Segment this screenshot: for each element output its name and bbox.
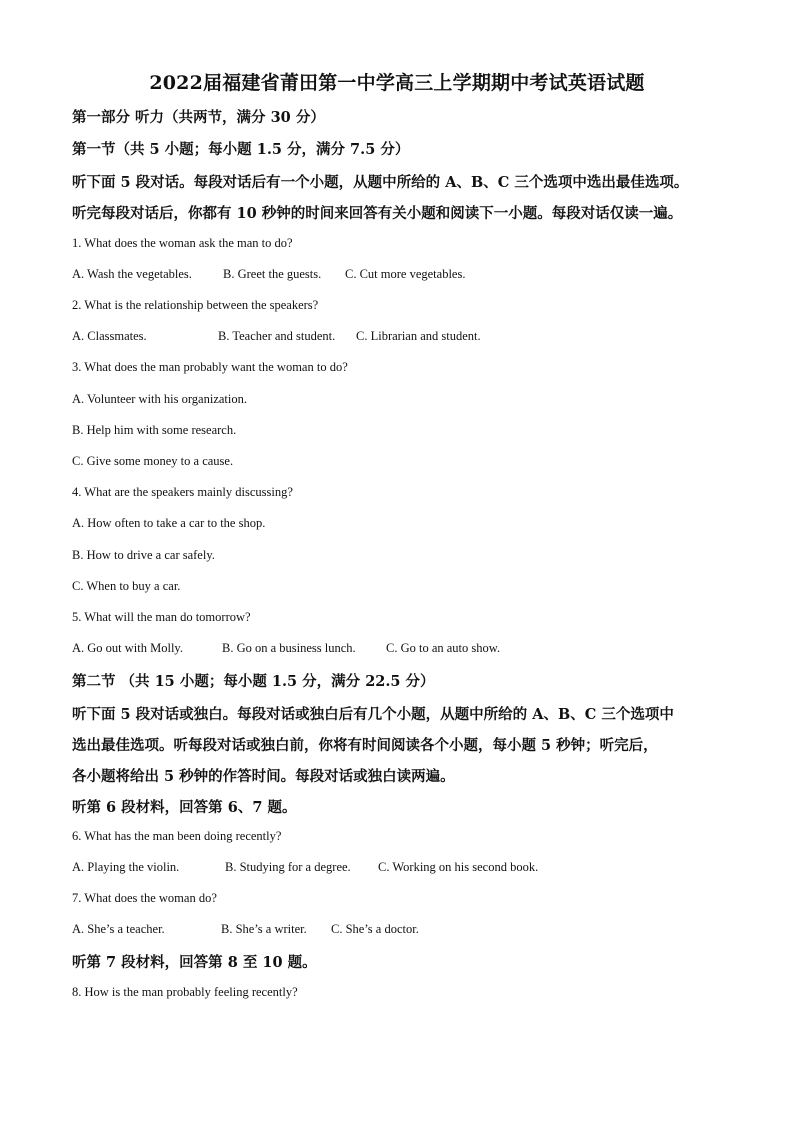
section1-instruction-1: 听下面 5 段对话。每段对话后有一个小题，从题中所给的 A、B、C 三个选项中选出最佳选项。 [72, 174, 689, 191]
option-b: B. Greet the guests. [223, 267, 322, 281]
question-2-stem: 2. What is the relationship between the speakers? [72, 298, 319, 312]
question-6-options [72, 860, 538, 875]
option-b: B. Go on a business lunch. [222, 641, 356, 655]
section2-heading: 第二节 （共 15 小题；每小题 1.5 分，满分 22.5 分） [72, 673, 435, 690]
option-c: C. She’s a doctor. [331, 922, 419, 936]
option-b: B. Teacher and student. [218, 329, 336, 343]
option-c: C. Go to an auto show. [386, 641, 501, 655]
question-4-stem: 4. What are the speakers mainly discussing? [72, 485, 293, 499]
section1-heading: 第一节（共 5 小题；每小题 1.5 分，满分 7.5 分） [72, 141, 410, 158]
option-c: C. Cut more vegetables. [345, 267, 466, 281]
question-7-options [72, 922, 419, 937]
question-5-stem: 5. What will the man do tomorrow? [72, 610, 251, 624]
material-6-heading: 听第 6 段材料，回答第 6、7 题。 [72, 799, 297, 816]
section1-instruction-2: 听完每段对话后，你都有 10 秒钟的时间来回答有关小题和阅读下一小题。每段对话仅读一遍。 [72, 205, 683, 222]
part1-heading: 第一部分 听力（共两节，满分 30 分） [72, 109, 325, 126]
option-a: A. Classmates. [72, 329, 147, 343]
question-1-stem: 1. What does the woman ask the man to do? [72, 236, 293, 250]
option-a: A. Playing the violin. [72, 860, 180, 874]
question-3-option-a: A. Volunteer with his organization. [72, 392, 247, 406]
option-b: B. Studying for a degree. [225, 860, 351, 874]
question-8-stem: 8. How is the man probably feeling recently? [72, 985, 298, 999]
question-3-option-c: C. Give some money to a cause. [72, 454, 234, 468]
material-7-heading: 听第 7 段材料，回答第 8 至 10 题。 [72, 954, 317, 971]
option-a: A. She’s a teacher. [72, 922, 165, 936]
exam-title: 2022届福建省莆田第一中学高三上学期期中考试英语试题 [149, 72, 645, 94]
question-3-stem: 3. What does the man probably want the woman to do? [72, 360, 348, 374]
question-4-option-c: C. When to buy a car. [72, 579, 181, 593]
option-c: C. Librarian and student. [356, 329, 481, 343]
question-7-stem: 7. What does the woman do? [72, 891, 217, 905]
question-1-options [72, 267, 465, 282]
option-a: A. Wash the vegetables. [72, 267, 192, 281]
question-5-options [72, 641, 500, 656]
section2-instruction-3: 各小题将给出 5 秒钟的作答时间。每段对话或独白读两遍。 [72, 768, 455, 785]
option-c: C. Working on his second book. [378, 860, 539, 874]
question-2-options [72, 329, 481, 344]
option-a: A. Go out with Molly. [72, 641, 183, 655]
question-4-option-b: B. How to drive a car safely. [72, 548, 215, 562]
question-4-option-a: A. How often to take a car to the shop. [72, 516, 266, 530]
section2-instruction-1: 听下面 5 段对话或独白。每段对话或独白后有几个小题，从题中所给的 A、B、C 三个选项中 [72, 706, 674, 723]
question-6-stem: 6. What has the man been doing recently? [72, 829, 282, 843]
section2-instruction-2: 选出最佳选项。听每段对话或独白前，你将有时间阅读各个小题，每小题 5 秒钟；听完后， [72, 737, 658, 754]
option-b: B. She’s a writer. [221, 922, 307, 936]
question-3-option-b: B. Help him with some research. [72, 423, 237, 437]
